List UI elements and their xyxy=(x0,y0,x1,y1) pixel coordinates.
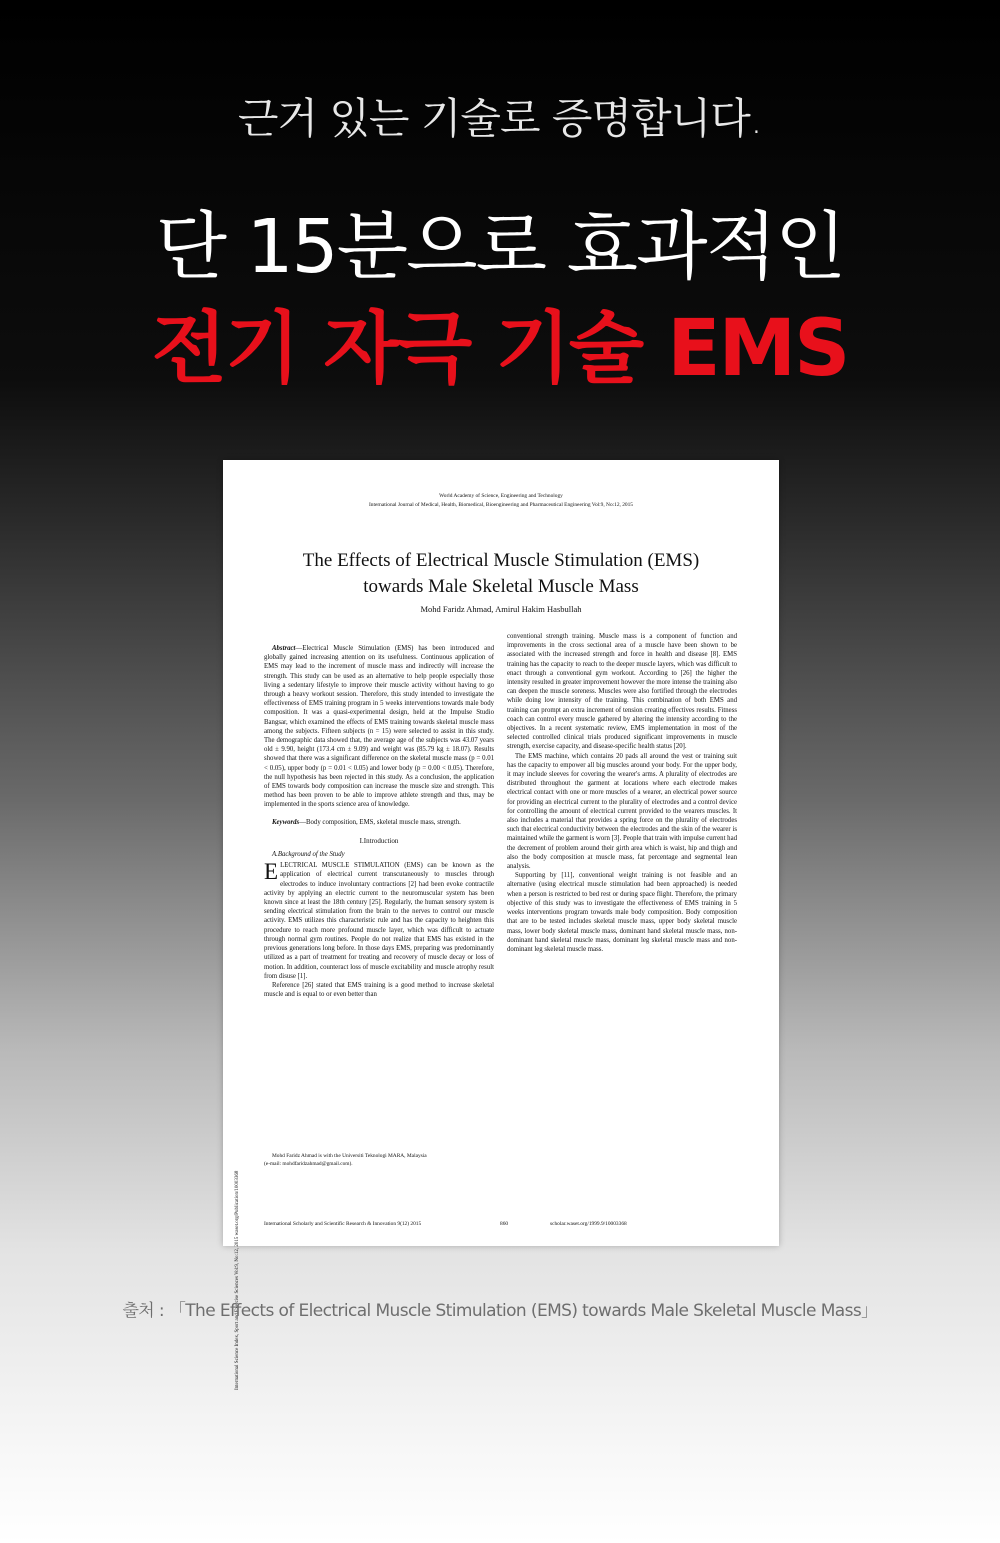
intro-paragraph-1 xyxy=(264,861,494,981)
paper-title-line2: towards Male Skeletal Muscle Mass xyxy=(363,576,639,597)
source-citation: 출처 : 「The Effects of Electrical Muscle Stimulation (EMS) towards Male Skeletal Muscle Mass」 xyxy=(122,1301,878,1321)
paper-title-line1: The Effects of Electrical Muscle Stimulation (EMS) xyxy=(302,550,700,571)
dropcap-letter: E xyxy=(264,859,279,885)
abstract-label: Abstract xyxy=(272,645,296,652)
footer-url: scholar.waset.org/1999.9/10003368 xyxy=(550,1221,627,1227)
abstract-text: —Electrical Muscle Stimulation (EMS) has been introduced and globally gained increasing attention on its usefulness. Continuous application of EMS may lead to the increment of muscle mass and indirectly will increase the strength. This study can be used as an alternative to help people especially those living a sedentary lifestyle to improve their muscle activity without having to go through a heavy workout session. Therefore, this study intended to investigate the effectiveness of EMS training program in 5 weeks interventions towards male body composition. It was a quasi-experimental design, held at the Impulse Studio Bangsar, which examined the effects of EMS training towards skeletal muscle mass among the subjects. Fifteen subjects (n = 15) were selected to assist in this study. The demographic data showed that, the average age of the subjects was 43.07 years old ± 9.90, height (173.4 cm ± 9.09) and weight was (85.79 kg ± 18.07). Results showed that there was a significant difference on the skeletal muscle mass (p = 0.01 < 0.05), upper body (p = 0.01 < 0.05) and lower body (p = 0.00 < 0.05). Therefore, the null hypothesis has been rejected in this study. As a conclusion, the application of EMS towards body composition can increase the muscle size and strength. This method has been proven to be able to improve athlete strength and thus, may be implemented in the sports science area of knowledge. xyxy=(264,645,494,809)
journal-header xyxy=(223,492,779,510)
paper-right-column xyxy=(507,632,737,954)
keywords-label: Keywords xyxy=(272,818,300,826)
footer-page-number: 860 xyxy=(500,1221,509,1227)
headline-accent-title: 전기 자극 기술 EMS xyxy=(151,304,849,394)
right-paragraph-2: The EMS machine, which contains 20 pads all around the vest or training suit has the capacity to empower all big muscles around your body. For the upper body, it may include sleeves for covering the wearer's arms. A plurality of electrodes are distributed throughout the garment at locations where each electrode makes electrical contact with one or more muscles of a wearer, an electrical power source for providing an electrical current to the plurality of electrodes and a control device for controlling the amount of electrical current provided to the wearers muscles. It also includes a material that provides a spring force on the plurality of electrodes such that electrical conductivity between the electrodes and the skin of the wearer is maintained while the garment is worn [3]. People that train with impulse current had the decrement of problem around their girth area which is waist, hip and thigh and also the body composition at muscle mass, fat percentage and segmental lean analysis. xyxy=(507,752,737,871)
journal-header-line2: International Journal of Medical, Health, Biomedical, Bioengineering and Pharmaceutical Engineering Vol:9, No:12, 2015 xyxy=(368,502,634,508)
intro-paragraph-1-text: LECTRICAL MUSCLE STIMULATION (EMS) can be known as the application of electrical current transcutaneously to muscles through electrodes to induce involuntary contractions [2] had been evoke contractile activity by applying an electric current to the neuromuscular system has been known since at least the 18th century [25]. Regularly, the human sensory system is sending electrical stimulation from the brain to the nerves to control our muscle activity. EMS utilizes this characteristic rule and has the capacity to heighten this procedure to reach more profound muscle layer, which was difficult to actuate through normal gym routines. People do not realize that EMS has existed in the previous generations long before. In those days EMS, preparing was predominantly utilized as a part of treatment for treating and recovery of muscle decay or loss of motion. In addition, counteract loss of muscle excitability and muscle atrophy result from disuse [1]. xyxy=(264,862,494,980)
paper-authors: Mohd Faridz Ahmad, Amirul Hakim Hasbullah xyxy=(420,604,582,614)
footer-journal: International Scholarly and Scientific Research & Innovation 9(12) 2015 xyxy=(264,1221,422,1227)
paper-title xyxy=(243,548,759,600)
headline-subtitle: 근거 있는 기술로 증명합니다. xyxy=(237,94,763,143)
right-paragraph-3: Supporting by [11], conventional weight training is not feasible and an alternative (using electrical muscle stimulation had been approached) is needed when a person is restricted to bed rest or during space flight. Therefore, the primary objective of this study was to investigate the effectiveness of EMS training in 5 weeks interventions program towards male body composition. Body composition that are to be tested includes skeletal muscle mass, upper body skeletal muscle mass, lower body skeletal muscle mass, dominant hand skeletal muscle mass, non-dominant hand skeletal muscle mass, dominant leg skeletal muscle mass and non-dominant leg skeletal muscle mass. xyxy=(507,872,737,953)
journal-header-line1: World Academy of Science, Engineering and Technology xyxy=(439,493,563,499)
keywords-text: —Body composition, EMS, skeletal muscle mass, strength. xyxy=(299,818,461,826)
intro-paragraph-2: Reference [26] stated that EMS training is a good method to increase skeletal muscle and is equal to or even better than xyxy=(264,981,494,999)
paper-left-column xyxy=(264,644,494,999)
author-footnote xyxy=(264,1152,504,1168)
keywords xyxy=(264,818,494,827)
footnote-line2: (e-mail: mohdfaridzahmad@gmail.com). xyxy=(264,1161,353,1167)
abstract xyxy=(264,644,494,810)
headline-title: 단 15분으로 효과적인 xyxy=(155,204,845,290)
section-heading: I.Introduction xyxy=(359,836,399,845)
footnote-line1: Mohd Faridz Ahmad is with the Universiti Teknologi MARA, Malaysia xyxy=(272,1153,427,1159)
subsection-heading: A.Background of the Study xyxy=(272,851,345,859)
side-index-text: International Science Index, Sport and Exercise Sciences Vol:9, No:12, 2015 waset.org/Publication/10003368 xyxy=(235,1170,240,1390)
right-paragraph-1: conventional strength training. Muscle mass is a component of function and improvements in the cross sectional area of a muscle have been shown to be associated with the increased strength and force in health and disease [8]. EMS training has the capacity to reach to the deeper muscle layers, which was difficult to enact through a conventional gym workout. According to [26] the higher the intensity resulted in greater improvement however the more intense the training also can deepen the muscle soreness. Muscles were also fortified through the electrodes while doing low intensity of the training. This combination of both EMS and training can prompt an extra increment of tension creating effectives results. Fitness coach can control every muscle gathered by altering the intensity according to the objectives. In a recent systematic review, EMS implementation in most of the selected controlled clinical trials produced significant improvements in muscle strength, exercise capacity, and disease-specific health status [20]. xyxy=(507,633,737,751)
